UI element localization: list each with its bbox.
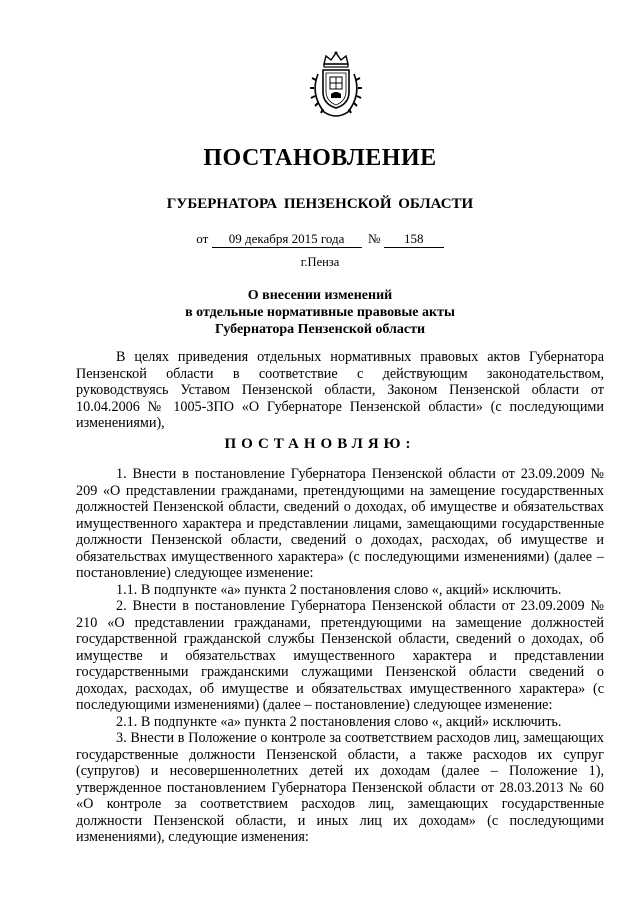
- paragraph: 2. Внести в постановление Губернатора Пензенской области от 23.09.2009 № 210 «О представлении гражданами, претендующими на замещение должностей государственной гражданской службы Пензенской области, сведений о доходах, об имуществе и обязательствах имущественного характера и представлении государственными гражданскими служащими Пензенской области сведений о доходах, расходах, об имуществе и обязательствах имущественного характера» (с последующими изменениями) (далее – постановление) следующее изменение:: [76, 598, 604, 713]
- preamble-block: [76, 349, 604, 432]
- document-date: 09 декабря 2015 года: [212, 231, 362, 248]
- paragraph: 1. Внести в постановление Губернатора Пензенской области от 23.09.2009 № 209 «О представлении гражданами, претендующими на замещение государственных должностей Пензенской области, сведений о доходах, об имуществе и обязательствах имущественного характера и представлении лицами, замещающими государственные должности Пензенской области, сведений о доходах, расходах, об имуществе и обязательствах имущественного характера» (с последующими изменениями) (далее – постановление) следующее изменение:: [76, 466, 604, 581]
- coat-of-arms-icon: [304, 50, 368, 118]
- date-number-line: [0, 231, 640, 248]
- document-subject: [0, 287, 640, 338]
- issuer-heading: ГУБЕРНАТОРА ПЕНЗЕНСКОЙ ОБЛАСТИ: [166, 196, 474, 212]
- number-prefix: №: [368, 231, 381, 246]
- decree-word: ПОСТАНОВЛЯЮ:: [224, 436, 416, 452]
- paragraph: 2.1. В подпункте «а» пункта 2 постановления слово «, акций» исключить.: [116, 713, 562, 730]
- body-text: [76, 466, 604, 846]
- date-prefix: от: [196, 231, 209, 246]
- subject-line: Губернатора Пензенской области: [214, 322, 426, 337]
- document-number: 158: [384, 231, 444, 248]
- preamble-paragraph: В целях приведения отдельных нормативных правовых актов Губернатора Пензенской области в соответствие с действующим законодательством, руководствуясь Уставом Пензенской области, Законом Пензенской области от 10.04.2006 № 1005-ЗПО «О Губернаторе Пензенской области» (с последующими изменениями),: [76, 349, 604, 431]
- document-title: ПОСТАНОВЛЕНИЕ: [203, 145, 437, 171]
- subject-line: О внесении изменений: [247, 288, 393, 303]
- paragraph: 1.1. В подпункте «а» пункта 2 постановления слово «, акций» исключить.: [116, 581, 562, 598]
- paragraph: 3. Внести в Положение о контроле за соответствием расходов лиц, замещающих государственные должности Пензенской области, а также расходов их супруг (супругов) и несовершеннолетних детей их доходам (далее – Положение 1), утвержденное постановлением Губернатора Пензенской области от 28.03.2013 № 60 «О контроле за соответствием расходов лиц, замещающих государственные должности Пензенской области, и иных лиц их доходам» (с последующими изменениями), следующие изменения:: [76, 730, 604, 845]
- city-line: г.Пенза: [300, 255, 340, 269]
- subject-line: в отдельные нормативные правовые акты: [185, 305, 455, 320]
